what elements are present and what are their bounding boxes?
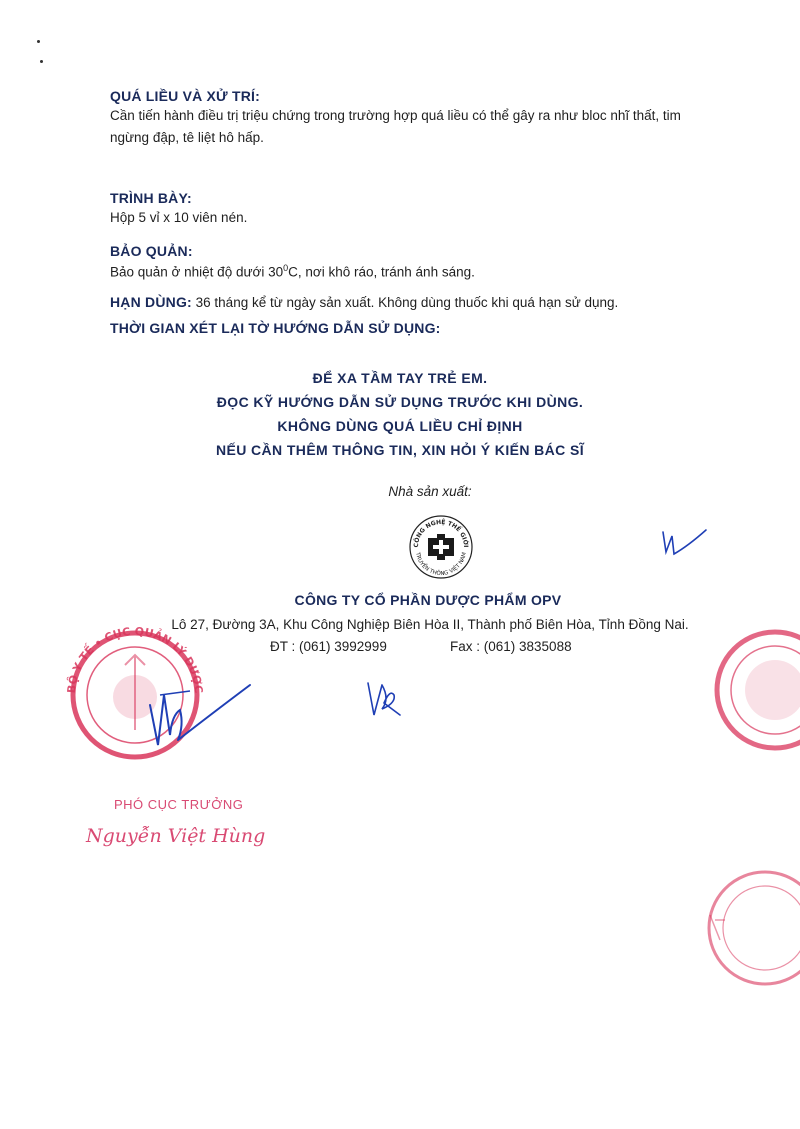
approval-signature-name: Nguyễn Việt Hùng xyxy=(86,825,266,847)
company-name: CÔNG TY CỔ PHẦN DƯỢC PHẨM OPV xyxy=(294,592,562,608)
notice-read-instructions: ĐỌC KỸ HƯỚNG DẪN SỬ DỤNG TRƯỚC KHI DÙNG. xyxy=(216,394,584,410)
company-phone: ĐT : (061) 3992999 xyxy=(270,639,387,654)
initial-mark-center xyxy=(360,675,420,725)
presentation-text: Hộp 5 vỉ x 10 viên nén. xyxy=(110,210,248,225)
storage-degree: 0 xyxy=(283,263,289,273)
expiry-heading: HẠN DÙNG: xyxy=(110,294,192,310)
partial-stamp-bottom-right xyxy=(690,860,800,1000)
overdose-line-1: Cần tiến hành điều trị triệu chứng trong trường hợp quá liều có thể gây ra như bloc nhĩ thất, tim xyxy=(110,108,681,123)
overdose-heading: QUÁ LIỀU VÀ XỬ TRÍ: xyxy=(110,88,260,104)
presentation-heading: TRÌNH BÀY: xyxy=(110,190,192,206)
partial-stamp-right xyxy=(670,620,800,760)
storage-text xyxy=(110,263,475,280)
expiry-line xyxy=(110,294,618,310)
storage-heading: BẢO QUẢN: xyxy=(110,243,193,259)
notice-consult: NẾU CẦN THÊM THÔNG TIN, XIN HỎI Ý KIẾN BÁC SĨ xyxy=(215,442,584,458)
scan-speck xyxy=(37,40,40,43)
scan-speck xyxy=(40,60,43,63)
notice-dose: KHÔNG DÙNG QUÁ LIỀU CHỈ ĐỊNH xyxy=(277,418,523,434)
company-seal xyxy=(406,512,476,582)
seal-top-text: CÔNG NGHỆ THẾ GIỚI xyxy=(412,518,470,548)
expiry-text: 36 tháng kể từ ngày sản xuất. Không dùng thuốc khi quá hạn sử dụng. xyxy=(191,295,619,310)
review-heading: THỜI GIAN XÉT LẠI TỜ HƯỚNG DẪN SỬ DỤNG: xyxy=(110,320,441,336)
company-address: Lô 27, Đường 3A, Khu Công Nghiệp Biên Hòa II, Thành phố Biên Hòa, Tỉnh Đồng Nai. xyxy=(171,617,689,632)
stamp-text: BỘ Y TẾ • CỤC QUẢN LÝ DƯỢC xyxy=(64,625,206,694)
company-fax: Fax : (061) 3835088 xyxy=(450,639,572,654)
storage-text-before: Bảo quản ở nhiệt độ dưới 30 xyxy=(110,264,284,280)
seal-bottom-text: TRUYỀN THÔNG VIỆT NAM xyxy=(414,551,468,578)
overdose-line-2: ngừng đập, tê liệt hô hấp. xyxy=(110,130,264,145)
manufacturer-label: Nhà sản xuất: xyxy=(388,484,472,499)
approval-title: PHÓ CỤC TRƯỞNG xyxy=(114,797,244,812)
storage-text-after: C, nơi khô ráo, tránh ánh sáng. xyxy=(288,264,475,280)
initial-mark-right xyxy=(658,522,718,562)
notice-children: ĐỂ XA TẦM TAY TRẺ EM. xyxy=(312,370,488,386)
director-signature xyxy=(120,665,320,765)
